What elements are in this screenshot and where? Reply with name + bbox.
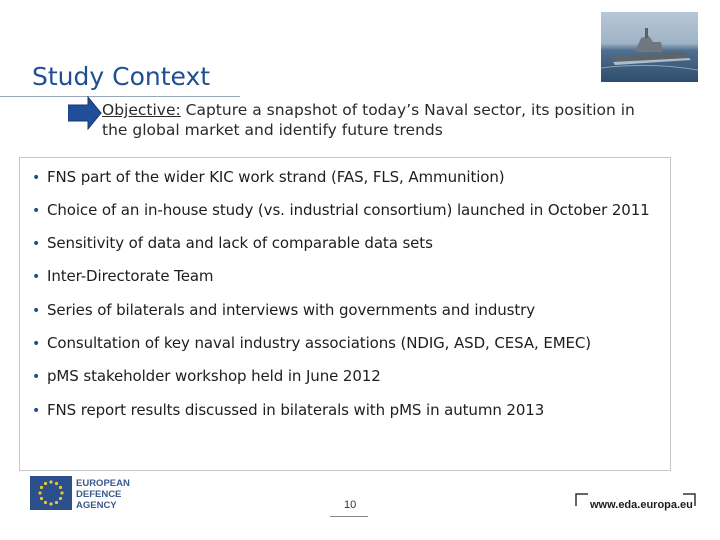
list-item: • FNS report results discussed in bilaterals with pMS in autumn 2013 <box>32 401 545 419</box>
bullet-icon: • <box>32 403 41 419</box>
list-item: • Series of bilaterals and interviews with governments and industry <box>32 301 536 319</box>
bullet-icon: • <box>32 170 41 186</box>
objective-statement <box>102 100 662 140</box>
list-item: • FNS part of the wider KIC work strand (FAS, FLS, Ammunition) <box>32 168 505 186</box>
list-item: • Choice of an in-house study (vs. industrial consortium) launched in October 2011 <box>32 201 650 219</box>
slide-title: Study Context <box>32 62 211 91</box>
bullet-icon: • <box>32 336 41 352</box>
list-item: • Consultation of key naval industry associations (NDIG, ASD, CESA, EMEC) <box>32 334 592 352</box>
list-item: • Sensitivity of data and lack of comparable data sets <box>32 234 433 252</box>
agency-logo-text: EUROPEAN DEFENCE AGENCY <box>76 478 130 511</box>
bullet-list-box <box>19 157 671 471</box>
arrow-right-icon <box>68 96 102 130</box>
bullet-icon: • <box>32 203 41 219</box>
page-number: 10 <box>344 499 357 511</box>
bullet-icon: • <box>32 303 41 319</box>
list-item: • pMS stakeholder workshop held in June 2012 <box>32 367 381 385</box>
eu-flag-stars-icon <box>30 476 72 510</box>
bullet-icon: • <box>32 236 41 252</box>
objective-label: Objective: <box>102 101 181 119</box>
naval-ship-photo <box>601 12 698 82</box>
list-item: • Inter-Directorate Team <box>32 267 214 285</box>
title-divider <box>0 96 240 97</box>
page-number-underline <box>330 516 368 517</box>
objective-text: Capture a snapshot of today’s Naval sector, its position in the global market and identify future trends <box>102 101 635 139</box>
bullet-icon: • <box>32 269 41 285</box>
corner-bracket-icon <box>575 493 589 507</box>
bullet-icon: • <box>32 369 41 385</box>
corner-bracket-icon <box>682 493 696 507</box>
website-url: www.eda.europa.eu <box>590 499 693 511</box>
